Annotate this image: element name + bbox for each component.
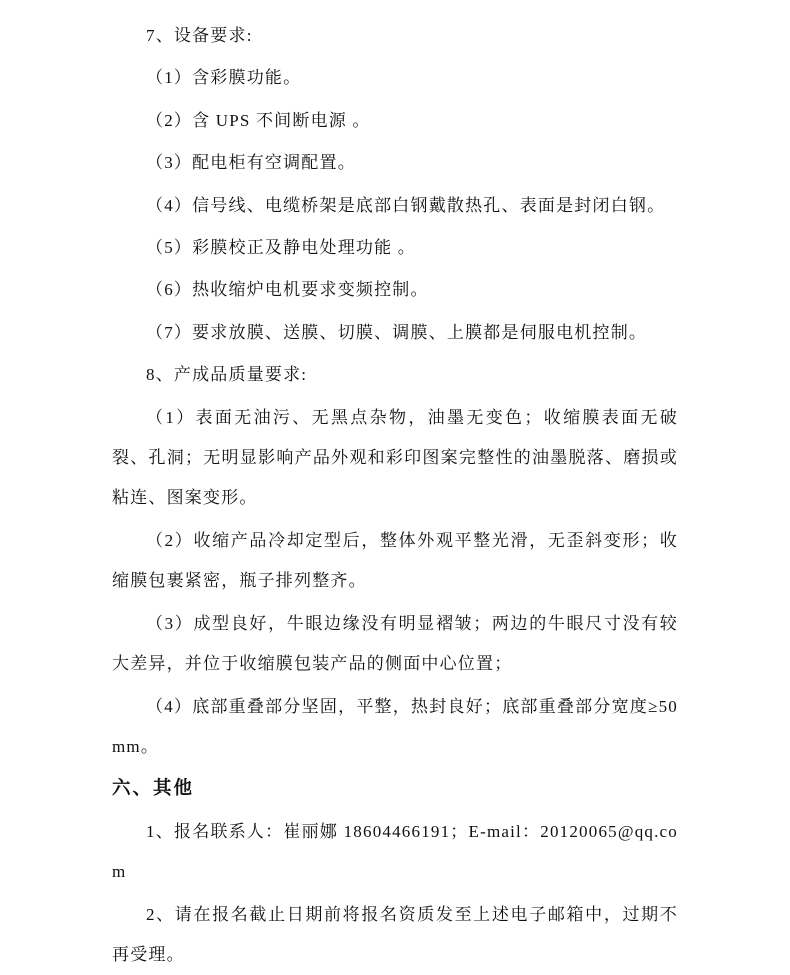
quality-item-2: （2）收缩产品冷却定型后，整体外观平整光滑，无歪斜变形；收缩膜包裹紧密，瓶子排列整齐。 xyxy=(112,530,678,591)
contact-line: 1、报名联系人：崔丽娜 18604466191；E-mail：20120065@qq.com xyxy=(112,821,678,882)
equipment-item-6: （6）热收缩炉电机要求变频控制。 xyxy=(146,280,429,300)
equipment-item-5: （5）彩膜校正及静电处理功能 。 xyxy=(146,238,416,258)
other-section-heading: 六、其他 xyxy=(112,779,195,800)
equipment-item-2: （2）含 UPS 不间断电源 。 xyxy=(146,110,371,130)
equipment-item-3: （3）配电柜有空调配置。 xyxy=(146,153,356,173)
equipment-item-4: （4）信号线、电缆桥架是底部白钢戴散热孔、表面是封闭白钢。 xyxy=(146,195,666,215)
quality-item-4: （4）底部重叠部分坚固，平整，热封良好；底部重叠部分宽度≥50mm。 xyxy=(112,696,678,756)
quality-item-1: （1）表面无油污、无黑点杂物，油墨无变色；收缩膜表面无破裂、孔洞；无明显影响产品外观和彩印图案完整性的油墨脱落、磨损或粘连、图案变形。 xyxy=(112,407,678,508)
quality-section-heading: 8、产成品质量要求: xyxy=(146,365,308,385)
quality-item-3: （3）成型良好，牛眼边缘没有明显褶皱；两边的牛眼尺寸没有较大差异，并位于收缩膜包装产品的侧面中心位置； xyxy=(112,613,678,674)
equipment-item-1: （1）含彩膜功能。 xyxy=(146,68,302,88)
deadline-line: 2、请在报名截止日期前将报名资质发至上述电子邮箱中，过期不再受理。 xyxy=(112,904,678,964)
equipment-section-heading: 7、设备要求: xyxy=(146,26,253,45)
equipment-item-7: （7）要求放膜、送膜、切膜、调膜、上膜都是伺服电机控制。 xyxy=(146,322,648,342)
